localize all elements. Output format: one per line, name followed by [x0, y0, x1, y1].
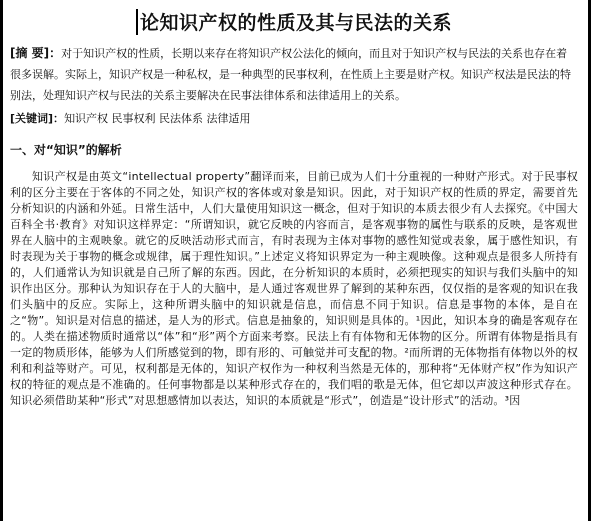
text-cursor: [136, 9, 138, 35]
title-row: [10, 8, 578, 35]
abstract-text: 对于知识产权的性质，长期以来存在将知识产权公法化的倾向，而且对于知识产权与民法的关系也存在着很多误解。实际上，知识产权是一种私权，是一种典型的民事权利，在性质上主要是财产权。知识产权法是民法的特别法，处理知识产权与民法的关系主要解决在民事法律体系和法律适用上的关系。: [10, 47, 571, 102]
document-title: 论知识产权的性质及其与民法的关系: [139, 12, 452, 34]
keywords-label: [关键词]：: [10, 112, 65, 125]
page-left-border: [0, 0, 3, 521]
abstract-label: [摘 要]：: [10, 46, 62, 60]
keywords-paragraph: [10, 109, 578, 129]
body-paragraph: 知识产权是由英文“intellectual property”翻译而来，目前已成为人们十分重视的一种财产形式。对于民事权利的区分主要在于客体的不同之处，知识产权的客体或对象是知识。因此，对于知识产权的性质的界定，需要首先分析知识的内涵和外延。日常生活中，人们大量使用知识这一概念，但对于知识的本质去很少有人去探究。《中国大百科全书·教育》对知识这样界定：“所谓知识，就它反映的内容而言，是客观事物的属性与联系的反映，是客观世界在人脑中的主观映象。就它的反映活动形式而言，有时表现为主体对事物的感性知觉或表象，属于感性知识，有时表现为关于事物的概念或规律，属于理性知识。”上述定义将知识界定为一种主观映像。这种观点是很多人所持有的，人们通常认为知识就是自己所了解的东西。因此，在分析知识的本质时，必须把现实的知识与我们头脑中的知识作出区分。那种认为知识存在于人的大脑中，是人通过客观世界了解到的某种东西，仅仅指的是客观的知识在我们头脑中的反应。实际上，这种所谓头脑中的知识就是信息，而信息不同于知识。信息是事物的本体，是自在之“物”。知识是对信息的描述，是人为的形式。信息是抽象的，知识则是具体的。¹因此，知识本身的确是客观存在的。人类在描述物质时通常以“体”和“形”两个方面来考察。民法上有有体物和无体物的区分。所谓有体物是指具有一定的物质形体，能够为人们所感觉到的物，即有形的、可触觉并可支配的物。²而所谓的无体物指有体物以外的权利和利益等财产。可见，权利都是无体的，知识产权作为一种权利当然是无体的，那种将“无体财产权”作为知识产权的特征的观点是不准确的。任何事物都是以某种形式存在的，我们唱的歌是无体，但它却以声波这种形式存在。知识必须借助某种“形式”对思想感情加以表达，知识的本质就是“形式”，创造是“设计形式”的活动。³因: [10, 170, 578, 407]
document-content[interactable]: [10, 8, 578, 409]
keywords-text: 知识产权 民事权利 民法体系 法律适用: [64, 112, 251, 125]
section-heading: 一、对“知识”的解析: [10, 143, 122, 157]
abstract-paragraph: [10, 43, 578, 106]
